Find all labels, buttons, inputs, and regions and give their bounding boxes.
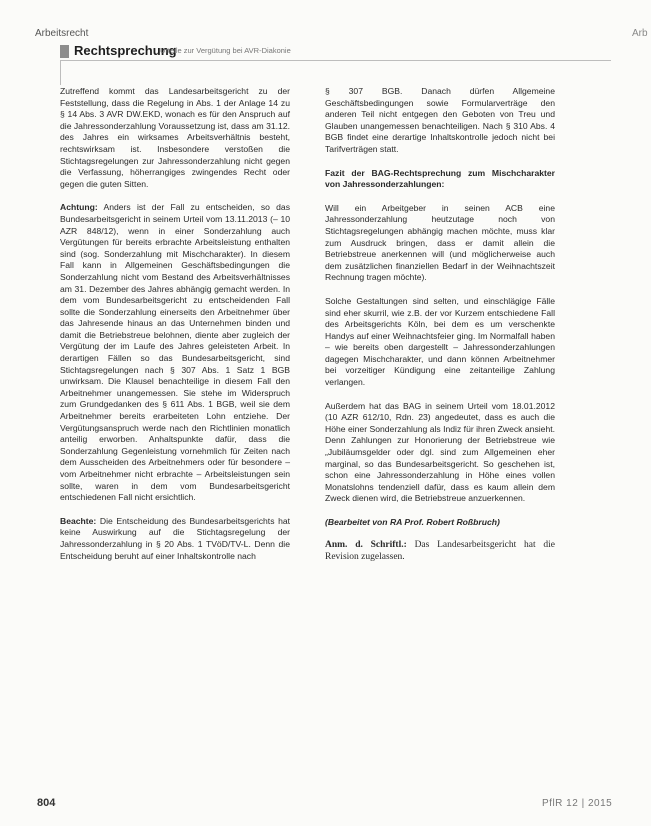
paragraph: Zutreffend kommt das Landesarbeitsgericht zu der Feststellung, dass die Regelung in Abs. 1 der Anlage 14 zu § 14 Abs. 3 AVR DW.EKD, wonach es für den Anspruch auf die Jahressonderzahlung Voraussetzung ist, dass am 31.12. des Jahres ein wirksames Arbeitsverhältnis besteht, rechtswirksam ist. Insbesondere verstoßen die Stichtagsregelungen zur Jahressonderzahlung nicht gegen die Verfassung, höherrangiges zwingendes Recht oder gegen die guten Sitten. — [60, 86, 290, 189]
editor-note-text: Das Landesarbeitsgericht hat die Revision zugelassen. — [325, 539, 555, 563]
right-column — [325, 86, 555, 576]
paragraph: Solche Gestaltungen sind selten, und einschlägige Fälle sind eher skurril, wie z.B. der vor Kurzem entschiedene Fall des Arbeitsgerichts Köln, bei dem es um verschenkte Handys auf einer Weihnachtsfeier ging. Im Normalfall haben – wie bereits oben dargestellt – Jahressonderzahlungen dagegen Mischcharakter, und dann können Arbeitnehmer bei vorzeitiger Kündigung eine zeitanteilige Zahlung verlangen. — [325, 295, 555, 388]
note-label: Beachte: — [60, 515, 97, 526]
paragraph-text: Anders ist der Fall zu entscheiden, so das Bundesarbeitsgericht in seinem Urteil vom 13.11.2013 (– 10 AZR 848/12), wenn in einer Sonderzahlung auch Vergütungen für bereits erbrachte Arbeitsleistung enthalten sind (sog. Sonderzahlung mit Mischcharakter). In diesem Fall kann in Allgemeinen Geschäftsbedingungen die Sonderzahlung nicht vom Bestand des Arbeitsverhältnisses am 31. Dezember des Jahres abhängig gemacht werden. In dem vom Bundesarbeitsgericht zu entscheidenden Fall sollte die Sonderzahlung einerseits den Arbeitnehmer über das Jahresende hinaus an das Unternehmen binden und damit die Betriebstreue belohnen, diente aber zugleich der Vergütung der im Laufe des Jahres geleisteten Arbeit. In derartigen Fällen so das Bundesarbeitsgericht, sind Stichtagsregelungen nach § 307 Abs. 1 Satz 1 BGB unwirksam. Die Klausel benachteilige in diesem Fall den Arbeitnehmer unangemessen. Sie stehe im Widerspruch zum Grundgedanken des § 611 Abs. 1 BGB, weil sie dem Arbeitnehmer bereits erarbeiteten Lohn entziehe. Der Vergütungsanspruch werde nach den Richtlinien monatlich anteilig erworben. Anhaltspunkte dafür, dass die Sonderzahlung Gegenleistung vornehmlich für Zeiten nach dem Ausscheiden des Arbeitnehmers oder für besondere – vom Arbeitnehmer nicht erbrachte – Arbeitsleistungen sein sollte, waren in dem vom Bundesarbeitsgericht entschiedenen Fall nicht ersichtlich. — [60, 202, 290, 503]
paragraph: Will ein Arbeitgeber in seinen ACB eine Jahressonderzahlung heutzutage noch von Stichtagsregelungen abhängig machen möchte, muss klar zum Ausdruck bringen, dass er damit allein die Betriebstreue anerkennen will (und möglicherweise auch dem zusätzlichen finanziellen Bedarf in der Weihnachtszeit Rechnung tragen möchte). — [325, 202, 555, 283]
paragraph — [60, 202, 290, 503]
paragraph: Außerdem hat das BAG in seinem Urteil vom 18.01.2012 (10 AZR 612/10, Rdn. 23) angedeutet, dass es auch die Höhe einer Sonderzahlung als Indiz für ihren Zweck ansieht. Denn Zahlungen zur Honorierung der Betriebstreue wie „Jubiläumsgelder oder dgl. sind zum Allgemeinen eher marginal, so das Bundesarbeitsgericht. So geschehen ist, schon eine Jahressonderzahlung in Höhe eines vollen Monatslohns tendenziell dafür, dass es kaum allein dem Zweck dienen wird, die Betriebstreue anzuerkennen. — [325, 400, 555, 504]
paragraph-text: Die Entscheidung des Bundesarbeitsgerichts hat keine Auswirkung auf die Stichtagsregelung der Jahressonderzahlung in § 20 Abs. 1 TVöD/TV-L. Denn die Entscheidung beruht auf einer Inhaltskontrolle nach — [60, 515, 291, 561]
page-number: 804 — [37, 797, 56, 809]
running-head-next-page: Arb — [632, 28, 648, 39]
section-bar — [60, 45, 610, 59]
editor-note — [325, 539, 555, 564]
editor-note-label: Anm. d. Schriftl.: — [325, 539, 407, 550]
section-heading: Fazit der BAG-Rechtsprechung zum Mischcharakter von Jahressonderzahlungen: — [325, 167, 555, 190]
header-rule — [60, 60, 611, 61]
section-title: Rechtsprechung — [74, 43, 177, 58]
left-column — [60, 86, 290, 574]
paragraph: § 307 BGB. Danach dürfen Allgemeine Geschäftsbedingungen sowie Formularverträge den anderen Teil nicht entgegen den Geboten von Treu und Glauben unangemessen benachteiligen. Nach § 310 Abs. 4 BGB findet eine derartige Inhaltskontrolle jedoch nicht bei Tarifverträgen statt. — [325, 86, 555, 154]
section-subtitle: Urteile zur Vergütung bei AVR-Diakonie — [160, 46, 291, 55]
paragraph — [60, 516, 290, 562]
editor-byline: (Bearbeitet von RA Prof. Robert Roßbruch) — [325, 517, 500, 527]
issue-label: PflR 12 | 2015 — [542, 798, 613, 809]
note-label: Achtung: — [60, 202, 98, 213]
section-marker-square — [60, 45, 69, 58]
column-rule — [60, 60, 61, 85]
running-head: Arbeitsrecht — [35, 28, 89, 39]
